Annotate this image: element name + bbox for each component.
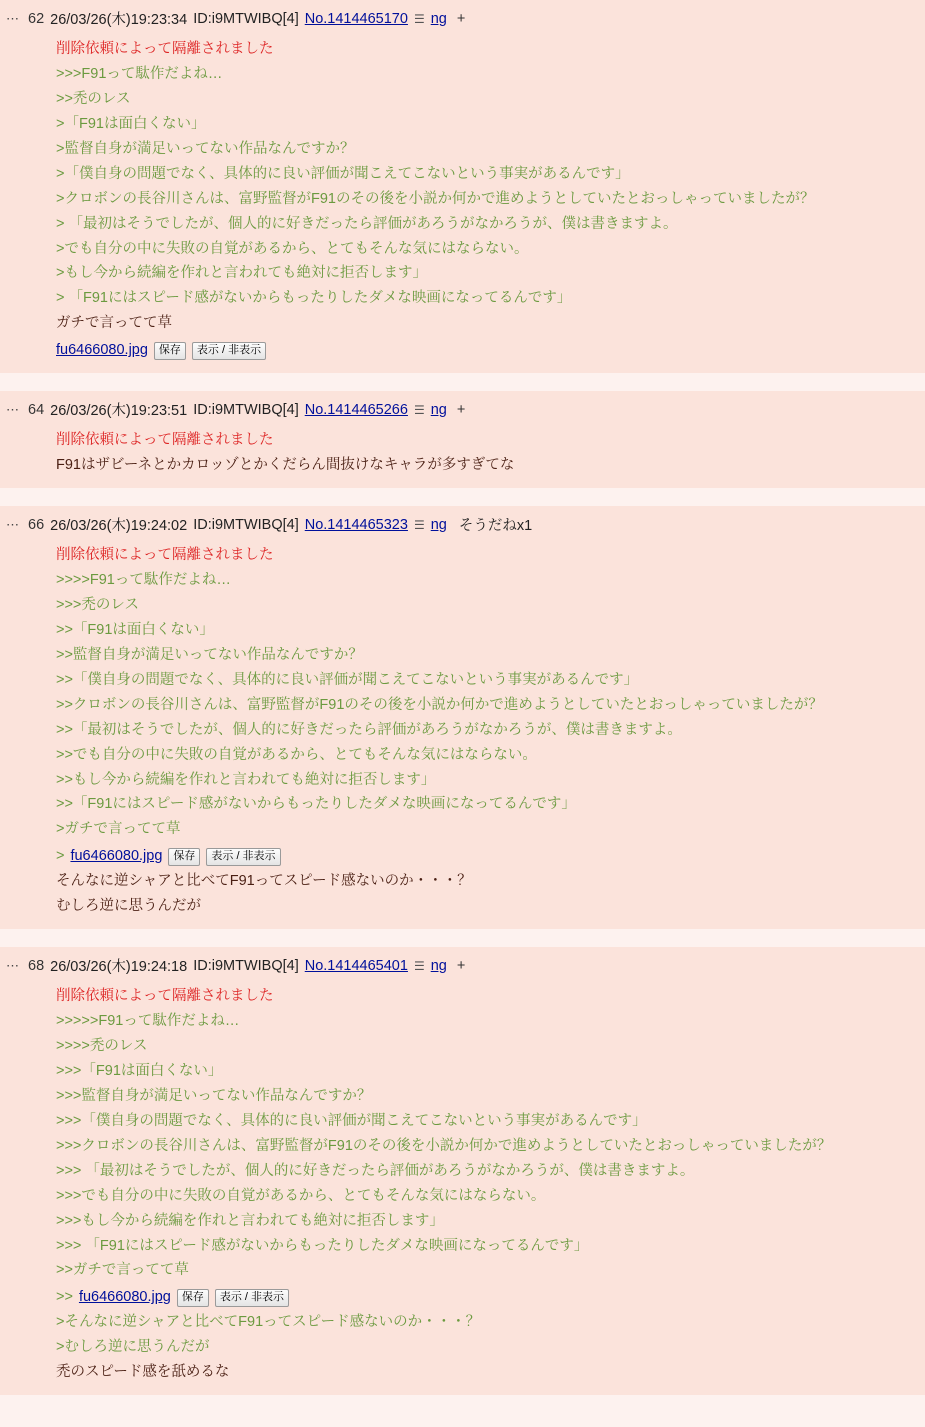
text-line: むしろ逆に思うんだが — [56, 898, 201, 915]
save-button[interactable]: 保存 — [168, 848, 200, 866]
quote-line: >>>監督自身が満足いってない作品なんですか？ — [56, 1087, 372, 1104]
overflow-menu-icon[interactable]: ⋯ — [6, 957, 20, 973]
post — [0, 0, 925, 373]
text-line: 禿のスピード感を舐めるな — [56, 1364, 230, 1381]
ng-link[interactable]: ng — [430, 10, 447, 27]
post-number: 66 — [28, 516, 45, 533]
quote-line: >>「最初はそうでしたが、個人的に好きだったら評価があろうがなかろうが、僕は書きますよ。 — [56, 721, 682, 738]
quote-line: >>> 「F91にはスピード感がないからもったりしたダメな映画になってるんです」 — [56, 1237, 589, 1254]
quote-line: > 「最初はそうでしたが、個人的に好きだったら評価があろうがなかろうが、僕は書きますよ。 — [56, 215, 678, 232]
sodane-count: そうだねx1 — [458, 518, 533, 535]
quote-line: >>>「F91は面白くない」 — [56, 1062, 223, 1079]
post-author-id: ID:i9MTWIBQ[4] — [193, 10, 299, 27]
quote-prefix: > — [56, 848, 65, 865]
overflow-menu-icon[interactable]: ⋯ — [6, 516, 20, 532]
ng-link[interactable]: ng — [430, 957, 447, 974]
quote-line: >>ガチで言ってて草 — [56, 1262, 189, 1279]
post-date: 26/03/26(木)19:23:34 — [50, 12, 188, 28]
quote-line: >>>>禿のレス — [56, 1038, 148, 1054]
post-no-link[interactable]: No.1414465170 — [304, 10, 408, 27]
quote-line: >>「僕自身の問題でなく、具体的に良い評価が聞こえてこないという事実があるんです」 — [56, 671, 639, 688]
file-attachment-row — [56, 1283, 901, 1310]
file-link[interactable]: fu6466080.jpg — [56, 342, 148, 359]
post-body — [0, 33, 911, 363]
quote-line: >>もし今から続編を作れと言われても絶対に拒否します」 — [56, 771, 436, 788]
quote-line: > 「F91にはスピード感がないからもったりしたダメな映画になってるんです」 — [56, 290, 572, 307]
ng-link[interactable]: ng — [430, 401, 447, 418]
quote-line: >>禿のレス — [56, 90, 131, 107]
quote-line: >>クロボンの長谷川さんは、富野監督がF91のその後を小説か何かで進めようとしていたとおっしゃっていましたが？ — [56, 696, 823, 713]
post-no-link[interactable]: No.1414465401 — [304, 957, 408, 974]
post-number: 64 — [28, 401, 45, 418]
text-line: F91はザビーネとかカロッゾとかくだらん間抜けなキャラが多すぎてな — [56, 457, 515, 474]
quote-line: >>でも自分の中に失敗の自覚があるから、とてもそんな気にはならない。 — [56, 746, 537, 763]
text-line: ガチで言ってて草 — [56, 315, 172, 332]
add-button[interactable]: + — [456, 401, 466, 418]
quote-line: >>>>>F91って駄作だよね… — [56, 1013, 240, 1030]
quote-line: >>>クロボンの長谷川さんは、富野監督がF91のその後を小説か何かで進めようとしていたとおっしゃっていましたが？ — [56, 1137, 832, 1154]
post-separator — [0, 929, 925, 947]
post-number: 68 — [28, 957, 45, 974]
save-button[interactable]: 保存 — [177, 1289, 209, 1307]
post-date: 26/03/26(木)19:23:51 — [50, 403, 188, 420]
quote-line: >>監督自身が満足いってない作品なんですか？ — [56, 646, 363, 663]
post-no-link[interactable]: No.1414465323 — [304, 516, 408, 533]
add-button[interactable]: + — [456, 957, 466, 974]
post — [0, 947, 925, 1395]
post-date: 26/03/26(木)19:24:18 — [50, 959, 188, 976]
quote-line: >でも自分の中に失敗の自覚があるから、とてもそんな気にはならない。 — [56, 240, 529, 257]
toggle-visibility-button[interactable]: 表示 / 非表示 — [206, 848, 280, 866]
post-author-id: ID:i9MTWIBQ[4] — [193, 957, 299, 974]
post — [0, 506, 925, 929]
post-body — [0, 980, 911, 1385]
post-separator — [0, 373, 925, 391]
post-header — [0, 512, 925, 539]
quote-line: >監督自身が満足いってない作品なんですか？ — [56, 140, 355, 157]
quote-line: >ガチで言ってて草 — [56, 821, 181, 838]
hamburger-menu-icon[interactable]: ☰ — [413, 958, 425, 973]
overflow-menu-icon[interactable]: ⋯ — [6, 10, 20, 26]
save-button[interactable]: 保存 — [154, 342, 186, 360]
moderation-notice: 削除依頼によって隔離されました — [56, 547, 274, 564]
post-date: 26/03/26(木)19:24:02 — [50, 518, 188, 535]
quote-line: >クロボンの長谷川さんは、富野監督がF91のその後を小説か何かで進めようとしていたとおっしゃっていましたが？ — [56, 190, 815, 207]
moderation-notice: 削除依頼によって隔離されました — [56, 432, 274, 449]
post — [0, 391, 925, 488]
quote-line: >むしろ逆に思うんだが — [56, 1339, 210, 1356]
hamburger-menu-icon[interactable]: ☰ — [413, 517, 425, 532]
toggle-visibility-button[interactable]: 表示 / 非表示 — [215, 1289, 289, 1307]
quote-line: >>>「僕自身の問題でなく、具体的に良い評価が聞こえてこないという事実があるんです」 — [56, 1112, 647, 1129]
post-body — [0, 424, 911, 478]
quote-line: >>>でも自分の中に失敗の自覚があるから、とてもそんな気にはならない。 — [56, 1187, 546, 1204]
quote-line: >「F91は面白くない」 — [56, 115, 206, 132]
quote-line: >>>>F91って駄作だよね… — [56, 572, 231, 588]
post-body — [0, 539, 911, 919]
quote-line: >>「F91は面白くない」 — [56, 621, 214, 638]
hamburger-menu-icon[interactable]: ☰ — [413, 11, 425, 26]
quote-line: >>>F91って駄作だよね… — [56, 65, 223, 82]
post-header — [0, 953, 925, 980]
file-attachment-row — [56, 336, 901, 363]
file-link[interactable]: fu6466080.jpg — [70, 848, 163, 865]
post-no-link[interactable]: No.1414465266 — [304, 401, 408, 418]
quote-line: >もし今から続編を作れと言われても絶対に拒否します」 — [56, 265, 427, 282]
post-header — [0, 6, 925, 33]
moderation-notice: 削除依頼によって隔離されました — [56, 988, 274, 1005]
quote-line: >>> 「最初はそうでしたが、個人的に好きだったら評価があろうがなかろうが、僕は書きますよ。 — [56, 1162, 695, 1179]
quote-line: >>>もし今から続編を作れと言われても絶対に拒否します」 — [56, 1212, 444, 1229]
file-link[interactable]: fu6466080.jpg — [78, 1289, 171, 1306]
post-number: 62 — [28, 10, 45, 27]
overflow-menu-icon[interactable]: ⋯ — [6, 401, 20, 417]
moderation-notice: 削除依頼によって隔離されました — [56, 41, 274, 57]
ng-link[interactable]: ng — [430, 516, 447, 533]
post-author-id: ID:i9MTWIBQ[4] — [193, 401, 299, 418]
quote-line: >>>禿のレス — [56, 596, 139, 613]
quote-line: >そんなに逆シャアと比べてF91ってスピード感ないのか・・・？ — [56, 1314, 481, 1331]
text-line: そんなに逆シャアと比べてF91ってスピード感ないのか・・・？ — [56, 873, 472, 890]
quote-prefix: >> — [56, 1289, 73, 1306]
toggle-visibility-button[interactable]: 表示 / 非表示 — [192, 342, 266, 360]
add-button[interactable]: + — [456, 10, 466, 27]
hamburger-menu-icon[interactable]: ☰ — [413, 402, 425, 417]
post-separator — [0, 488, 925, 506]
post-author-id: ID:i9MTWIBQ[4] — [193, 516, 299, 533]
post-header — [0, 397, 925, 424]
file-attachment-row — [56, 842, 901, 869]
quote-line: >「僕自身の問題でなく、具体的に良い評価が聞こえてこないという事実があるんです」 — [56, 165, 630, 182]
quote-line: >>「F91にはスピード感がないからもったりしたダメな映画になってるんです」 — [56, 796, 576, 813]
